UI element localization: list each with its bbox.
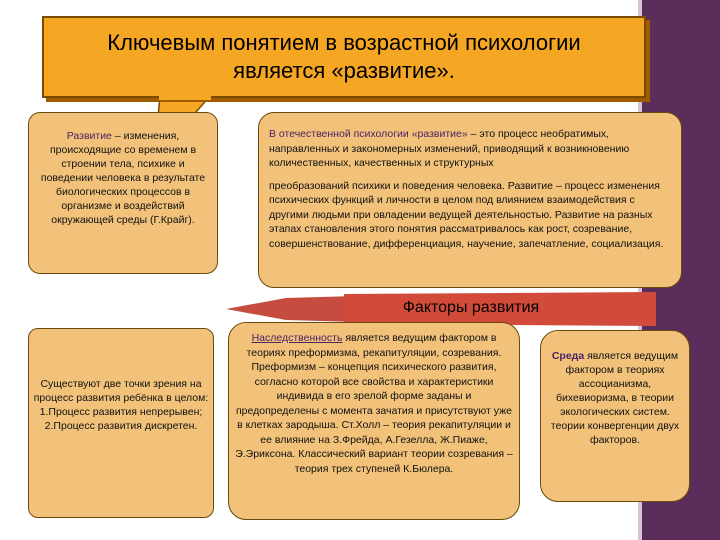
definition-callout — [28, 112, 218, 274]
environment-text: является ведущим фактором в теориях ассоцианизма, бихевиоризма, в теории экологических систем. теории конвергенции двух факторов. — [550, 350, 680, 446]
domestic-text-1: – это процесс необратимых, направленных и закономерных изменений, приводящий к возникновению количественных, качественных и структурных — [269, 128, 630, 169]
title-tail-cover — [159, 92, 211, 100]
environment-callout — [540, 330, 690, 502]
heredity-term: Наследственность — [251, 332, 343, 344]
title-box — [42, 16, 646, 98]
definition-text: – изменения, происходящие со временем в строении тела, психике и поведении человека в результате биологических процессов в организме и воздействий окружающей среды (Г.Крайг). — [40, 130, 206, 226]
environment-term: Среда — [551, 350, 585, 362]
viewpoints-callout — [28, 328, 214, 518]
heredity-text: является ведущим фактором в теориях преформизма, рекапитуляции, созревания. Преформизм – концепция психического развития, согласно которой все свойства и характеристики индивида в его зрелой форме заданы и предопределены с момента зачатия и присутствуют уже в клетках зародыша. Ст.Холл – теория рекапитуляции и ее влияние на З.Фрейда, А.Гезелла, Ж.Пиаже, Э.Эриксона. Классический вариант теории созревания – теория трех ступеней К.Бюлера. — [235, 332, 513, 475]
factors-banner-label: Факторы развития — [402, 299, 540, 316]
title-line-1: Ключевым понятием в возрастной психологии — [107, 30, 581, 55]
domestic-callout — [258, 112, 682, 288]
title-line-2: является «развитие». — [233, 58, 455, 83]
viewpoints-text: Существуют две точки зрения на процесс развития ребёнка в целом: 1.Процесс развития непрерывен; 2.Процесс развития дискретен. — [33, 378, 209, 432]
definition-term: Развитие — [66, 130, 112, 142]
domestic-text-2: преобразований психики и поведения человека. Развитие – процесс изменения психических функций и личности в целом под влиянием взаимодействия с другими людьми при овладении ведущей деятельностью. Развитие на разных этапах становления этого понятия рассматривалось как рост, созревание, совершенствование, дифференциация, научение, запечатление, социализация. — [269, 179, 664, 250]
domestic-term: В отечественной психологии «развитие» — [269, 128, 468, 140]
heredity-callout — [228, 322, 520, 520]
